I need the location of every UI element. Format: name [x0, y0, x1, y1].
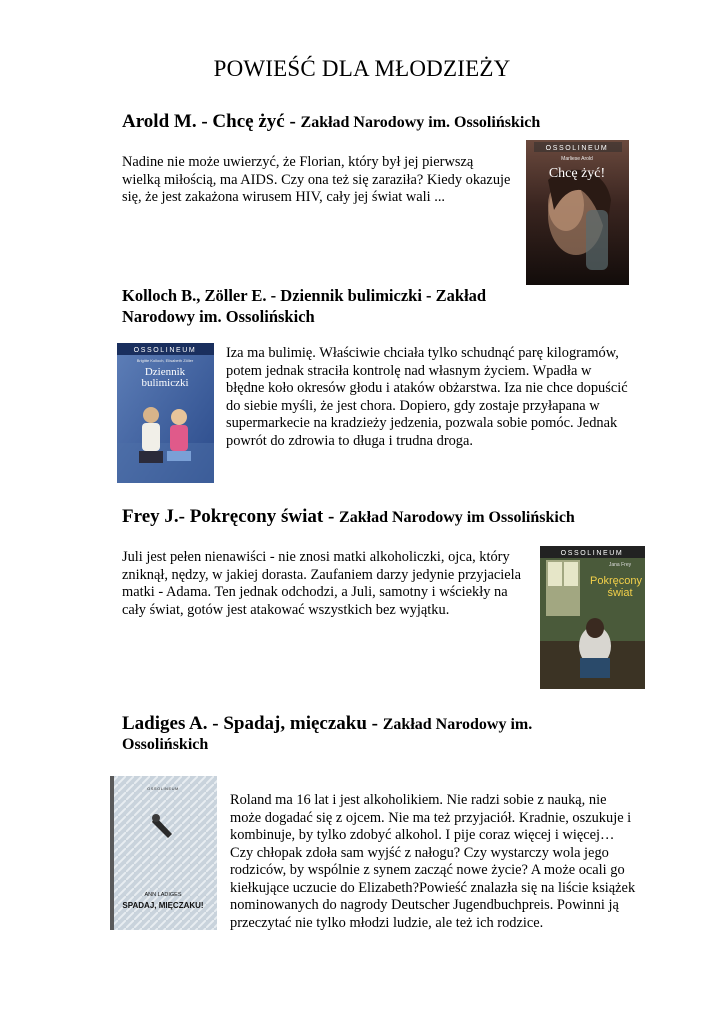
book-4-cover-image — [110, 776, 217, 930]
book-3-cover-title-2: świat — [607, 587, 633, 599]
book-1-heading — [122, 112, 642, 133]
book-2-heading — [122, 286, 502, 328]
book-3-heading — [122, 507, 642, 528]
book-2-cover-title-1: Dziennik — [144, 366, 186, 378]
book-4-cover-publisher: OSSOLINEUM — [147, 786, 179, 791]
book-1-author-title: Arold M. - Chcę żyć - — [122, 111, 301, 132]
book-1-cover-image — [526, 140, 629, 285]
book-3-cover-title-1: Pokręcony — [590, 575, 642, 587]
book-4-heading — [122, 714, 642, 755]
book-1-cover-title: Chcę żyć! — [548, 166, 606, 181]
book-3-publisher: Zakład Narodowy im Ossolińskich — [339, 509, 575, 526]
book-2-cover-publisher: OSSOLINEUM — [133, 347, 197, 354]
book-2-description: Iza ma bulimię. Właściwie chciała tylko schudnąć parę kilogramów, potem jednak straciła kontrolę nad własnym życiem. Wpadła w błędne koło okresów głodu i ataków obżarstwa. Iza nie chce dopuścić do siebie myśli, że jest chora. Dopiero, gdy zostaje przyłapana w supermarkecie na kradzieży jedzenia, pozwala sobie pomóc. Jednak powrót do zdrowia to długa i trudna droga. — [226, 345, 628, 449]
book-4-cover-author: ANN LADIGES — [144, 892, 182, 898]
book-2-cover-author: Brigitte Kolloch, Elisabeth Zöller — [136, 358, 194, 363]
book-1-description: Nadine nie może uwierzyć, że Florian, który był jej pierwszą wielką miłością, ma AIDS. Czy ona też się zaraziła? Kiedy okazuje się, że jest zakażona wirusem HIV, cały jej świat wali ... — [122, 154, 511, 205]
book-2-cover-image — [117, 343, 214, 483]
book-3-cover-author: Jana Frey — [608, 562, 632, 568]
book-3-description: Juli jest pełen nienawiści - nie znosi matki alkoholiczki, ojca, który zniknął, nędzy, w jakiej dorasta. Zaufaniem darzy jedynie przyjaciela matki - Adama. Ten jednak odchodzi, a Juli, samotny i wściekły na cały świat, gotów jest atakować wszystkich bez wyjątku. — [122, 549, 522, 618]
book-4-author-title: Ladiges A. - Spadaj, mięczaku - — [122, 713, 383, 734]
book-1-publisher: Zakład Narodowy im. Ossolińskich — [300, 114, 541, 131]
book-1-cover-author: Marliese Arold — [561, 156, 593, 162]
page-title: POWIEŚĆ DLA MŁODZIEŻY — [213, 56, 511, 81]
book-3-author-title: Frey J.- Pokręcony świat - — [122, 506, 340, 527]
book-4-publisher-1: Zakład Narodowy im. — [382, 716, 533, 733]
book-4-description: Roland ma 16 lat i jest alkoholikiem. Nie radzi sobie z nauką, nie może dogadać się z ojcem. Nie ma też przyjaciół. Kradnie, oszukuje i kombinuje, by tylko zdobyć alkohol. I pije coraz więcej i więcej… Czy chłopak zdoła sam wyjść z nałogu? Czy wystarczy wola jego rodziców, by wspólnie z synem zacząć nowe życie? A może ocali go kiełkujące uczucie do Elizabeth?Powieść znalazła się na liście książek nominowanych do nagrody Deutscher Jugendbuchpreis. Powinni ją przeczytać nie tylko młodzi ludzie, ale też ich rodzice. — [230, 792, 636, 931]
book-1-cover-publisher: OSSOLINEUM — [545, 145, 609, 152]
book-2-cover-title-2: bulimiczki — [141, 377, 189, 389]
book-4-cover-title: SPADAJ, MIĘCZAKU! — [122, 901, 204, 910]
book-3-cover-image — [540, 546, 645, 689]
book-3-cover-publisher: OSSOLINEUM — [560, 550, 624, 557]
book-2-author-title: Kolloch B., Zöller E. - Dziennik bulimiczki - Zakład Narodowy im. Ossolińskich — [122, 286, 487, 326]
book-4-publisher-2: Ossolińskich — [122, 736, 209, 753]
